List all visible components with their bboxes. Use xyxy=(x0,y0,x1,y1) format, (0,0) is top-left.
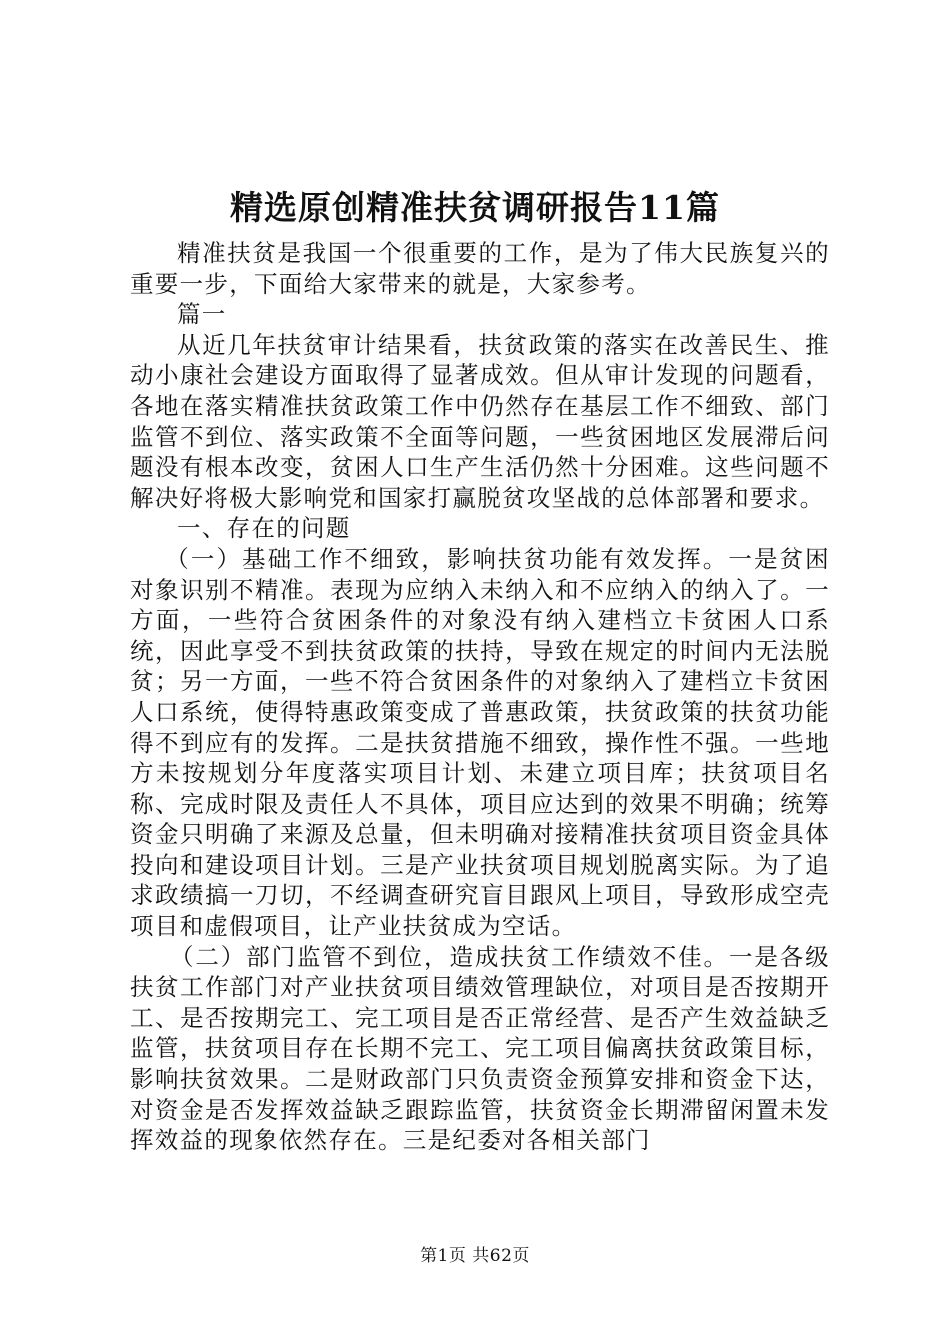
overview-paragraph: 从近几年扶贫审计结果看，扶贫政策的落实在改善民生、推动小康社会建设方面取得了显著成效。但从审计发现的问题看，各地在落实精准扶贫政策工作中仍然存在基层工作不细致、部门监管不到位、落实政策不全面等问题，一些贫困地区发展滞后问题没有根本改变，贫困人口生产生活仍然十分困难。这些问题不解决好将极大影响党和国家打赢脱贫攻坚战的总体部署和要求。 xyxy=(130,330,830,512)
document-body xyxy=(130,238,830,1156)
problem-two-paragraph: （二）部门监管不到位，造成扶贫工作绩效不佳。一是各级扶贫工作部门对产业扶贫项目绩效管理缺位，对项目是否按期开工、是否按期完工、完工项目是否正常经营、是否产生效益缺乏监管，扶贫项目存在长期不完工、完工项目偏离扶贫政策目标，影响扶贫效果。二是财政部门只负责资金预算安排和资金下达，对资金是否发挥效益缺乏跟踪监管，扶贫资金长期滞留闲置未发挥效益的现象依然存在。三是纪委对各相关部门 xyxy=(130,942,830,1155)
section-heading-part-one: 篇一 xyxy=(177,300,227,329)
intro-paragraph: 精准扶贫是我国一个很重要的工作，是为了伟大民族复兴的重要一步，下面给大家带来的就是，大家参考。 xyxy=(130,239,830,298)
problem-one-paragraph: （一）基础工作不细致，影响扶贫功能有效发挥。一是贫困对象识别不精准。表现为应纳入未纳入和不应纳入的纳入了。一方面，一些符合贫困条件的对象没有纳入建档立卡贫困人口系统，因此享受不到扶贫政策的扶持，导致在规定的时间内无法脱贫；另一方面，一些不符合贫困条件的对象纳入了建档立卡贫困人口系统，使得特惠政策变成了普惠政策，扶贫政策的扶贫功能得不到应有的发挥。二是扶贫措施不细致，操作性不强。一些地方未按规划分年度落实项目计划、未建立项目库；扶贫项目名称、完成时限及责任人不具体，项目应达到的效果不明确；统筹资金只明确了来源及总量，但未明确对接精准扶贫项目资金具体投向和建设项目计划。三是产业扶贫项目规划脱离实际。为了追求政绩搞一刀切，不经调查研究盲目跟风上项目，导致形成空壳项目和虚假项目，让产业扶贫成为空话。 xyxy=(130,544,830,941)
document-title: 精选原创精准扶贫调研报告11篇 xyxy=(230,188,720,227)
page-number-footer: 第1页 共62页 xyxy=(420,1246,530,1266)
section-heading-problems: 一、存在的问题 xyxy=(177,514,351,543)
